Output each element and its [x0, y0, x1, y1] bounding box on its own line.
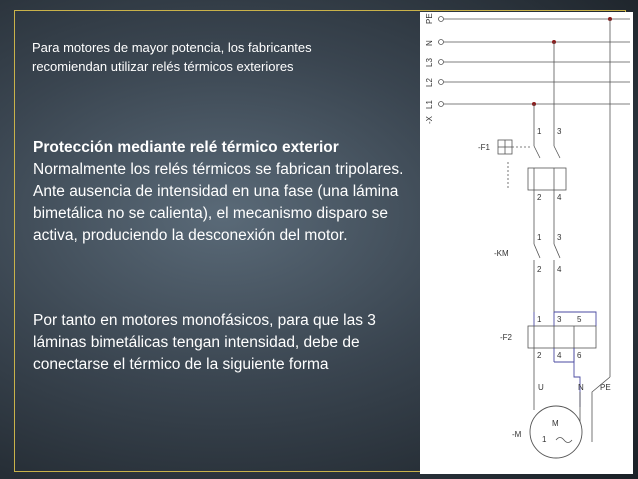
- f1-contact-4: 4: [557, 193, 562, 202]
- km-contact-2: 2: [537, 265, 542, 274]
- bus-prefix: -X: [425, 116, 434, 124]
- bus-label-pe: PE: [425, 13, 434, 24]
- f1-contact-2: 2: [537, 193, 542, 202]
- wiring-diagram: [420, 12, 633, 474]
- terminal-n: N: [578, 383, 584, 392]
- f2-contact-2: 2: [537, 351, 542, 360]
- motor-letter: M: [552, 419, 559, 428]
- f1-label: -F1: [478, 143, 490, 152]
- motor-symbol: [530, 406, 582, 458]
- section-single-phase: [33, 310, 413, 376]
- f2-contact-6: 6: [577, 351, 582, 360]
- section-title: Protección mediante relé térmico exterior: [33, 139, 339, 156]
- intro-line-2: recomiendan utilizar relés térmicos exteriores: [32, 59, 294, 74]
- f1-contact-3: 3: [557, 127, 562, 136]
- km-contact-4: 4: [557, 265, 562, 274]
- km-label: -KM: [494, 249, 509, 258]
- bus-label-n: N: [425, 40, 434, 46]
- section-body: Normalmente los relés térmicos se fabrican tripolares. Ante ausencia de intensidad en una fase (una lámina bimetálica no se calienta), el mecanismo disparo se activa, produciendo la desconexión del motor.: [33, 161, 404, 244]
- wiring-diagram-svg: [420, 12, 633, 474]
- km-contact-3: 3: [557, 233, 562, 242]
- f1-symbol: [498, 137, 566, 230]
- f2-contact-1: 1: [537, 315, 542, 324]
- f2-contact-3: 3: [557, 315, 562, 324]
- f2-label: -F2: [500, 333, 512, 342]
- bus-label-l1: L1: [425, 100, 434, 109]
- bus-label-l3: L3: [425, 58, 434, 67]
- motor-phase: 1: [542, 435, 547, 444]
- bus-label-l2: L2: [425, 78, 434, 87]
- terminal-pe: PE: [600, 383, 611, 392]
- section-external-relay: [33, 137, 413, 247]
- f2-contact-5: 5: [577, 315, 582, 324]
- km-contact-1: 1: [537, 233, 542, 242]
- f2-contact-4: 4: [557, 351, 562, 360]
- intro-text: [32, 38, 412, 76]
- section-body-2: Por tanto en motores monofásicos, para que las 3 láminas bimetálicas tengan intensidad, debe de conectarse el térmico de la siguiente forma: [33, 312, 376, 373]
- terminal-u: U: [538, 383, 544, 392]
- f1-contact-1: 1: [537, 127, 542, 136]
- intro-line-1: Para motores de mayor potencia, los fabricantes: [32, 40, 312, 55]
- motor-label: -M: [512, 430, 522, 439]
